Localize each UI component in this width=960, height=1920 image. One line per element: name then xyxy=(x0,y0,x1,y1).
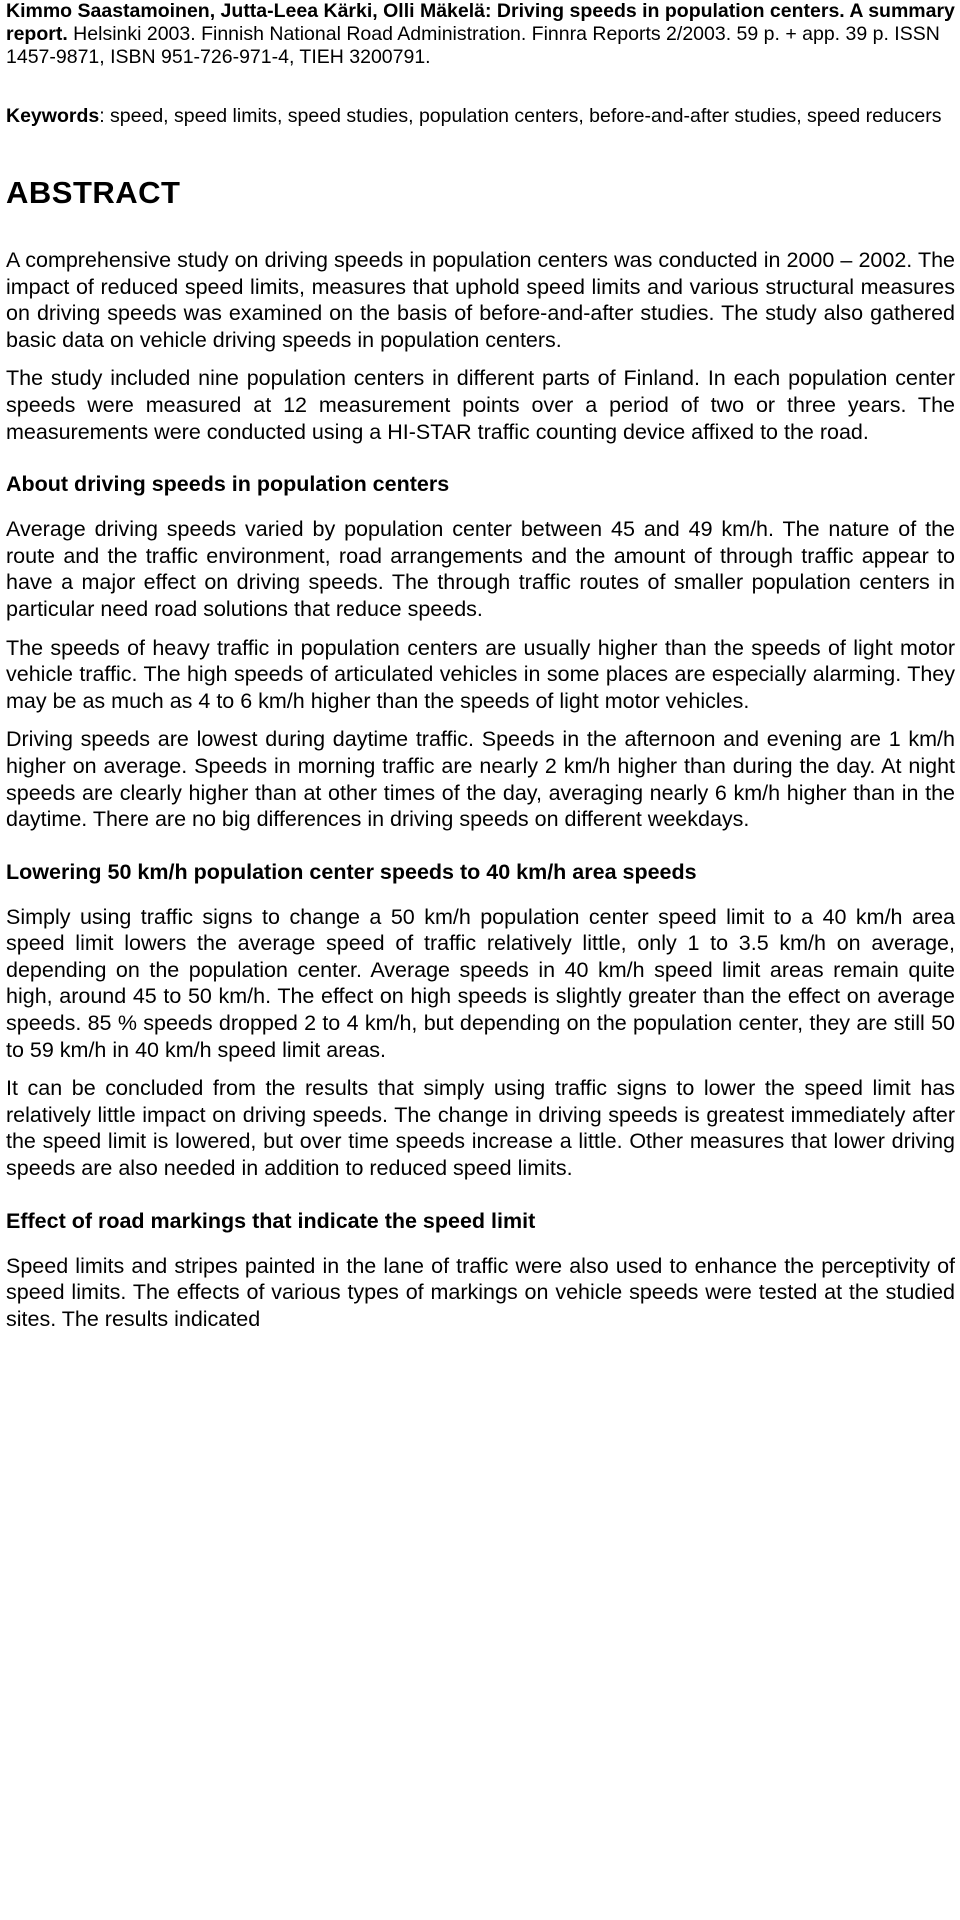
section-paragraph: The speeds of heavy traffic in population centers are usually higher than the speeds of light motor vehicle traffic. The high speeds of articulated vehicles in some places are especially alarming. They may be as much as 4 to 6 km/h higher than the speeds of light motor vehicles. xyxy=(6,635,955,713)
abstract-paragraph: A comprehensive study on driving speeds in population centers was conducted in 2000 – 2002. The impact of reduced speed limits, measures that uphold speed limits and various structural measures on driving speeds was examined on the basis of before-and-after studies. The study also gathered basic data on vehicle driving speeds in population centers. xyxy=(6,248,955,352)
section-paragraph: Driving speeds are lowest during daytime traffic. Speeds in the afternoon and evening are 1 km/h higher on average. Speeds in morning traffic are nearly 2 km/h higher than during the day. At night speeds are clearly higher than at other times of the day, averaging nearly 6 km/h higher than in the daytime. There are no big differences in driving speeds on different weekdays. xyxy=(6,727,955,832)
keywords-label: Keywords xyxy=(6,105,100,127)
document-page xyxy=(6,0,955,1332)
section-paragraph: Speed limits and stripes painted in the lane of traffic were also used to enhance the perceptivity of speed limits. The effects of various types of markings on vehicle speeds were tested at the studied sites. The results indicated xyxy=(6,1253,955,1331)
section-paragraph: Simply using traffic signs to change a 50 km/h population center speed limit to a 40 km/h area speed limit lowers the average speed of traffic relatively little, only 1 to 3.5 km/h on average, depending on the population center. Average speeds in 40 km/h speed limit areas remain quite high, around 45 to 50 km/h. The effect on high speeds is slightly greater than the effect on average speeds. 85 % speeds dropped 2 to 4 km/h, but depending on the population center, they are still 50 to 59 km/h in 40 km/h speed limit areas. xyxy=(6,904,955,1062)
section-heading-driving-speeds: About driving speeds in population centers xyxy=(6,472,450,497)
citation-authors-title: Kimmo Saastamoinen, Jutta-Leea Kärki, Olli Mäkelä: Driving speeds in population centers. A summary report. xyxy=(6,0,955,45)
section-paragraph: Average driving speeds varied by population center between 45 and 49 km/h. The nature of the route and the traffic environment, road arrangements and the amount of through traffic appear to have a major effect on driving speeds. The through traffic routes of smaller population centers in particular need road solutions that reduce speeds. xyxy=(6,517,955,621)
section-heading-road-markings: Effect of road markings that indicate the speed limit xyxy=(6,1208,536,1233)
keywords xyxy=(6,104,955,128)
citation-details: Helsinki 2003. Finnish National Road Administration. Finnra Reports 2/2003. 59 p. + app. 39 p. ISSN 1457-9871, ISBN 951-726-971-4, TIEH 3200791. xyxy=(6,23,940,68)
abstract-heading: ABSTRACT xyxy=(6,175,181,210)
abstract-paragraph: The study included nine population centers in different parts of Finland. In each population center speeds were measured at 12 measurement points over a period of two or three years. The measurements were conducted using a HI-STAR traffic counting device affixed to the road. xyxy=(6,366,955,444)
citation xyxy=(6,0,955,69)
section-heading-lowering-speeds: Lowering 50 km/h population center speeds to 40 km/h area speeds xyxy=(6,859,697,884)
keywords-list: : speed, speed limits, speed studies, population centers, before-and-after studies, speed reducers xyxy=(99,105,942,127)
section-paragraph: It can be concluded from the results that simply using traffic signs to lower the speed limit has relatively little impact on driving speeds. The change in driving speeds is greatest immediately after the speed limit is lowered, but over time speeds increase a little. Other measures that lower driving speeds are also needed in addition to reduced speed limits. xyxy=(6,1076,955,1181)
